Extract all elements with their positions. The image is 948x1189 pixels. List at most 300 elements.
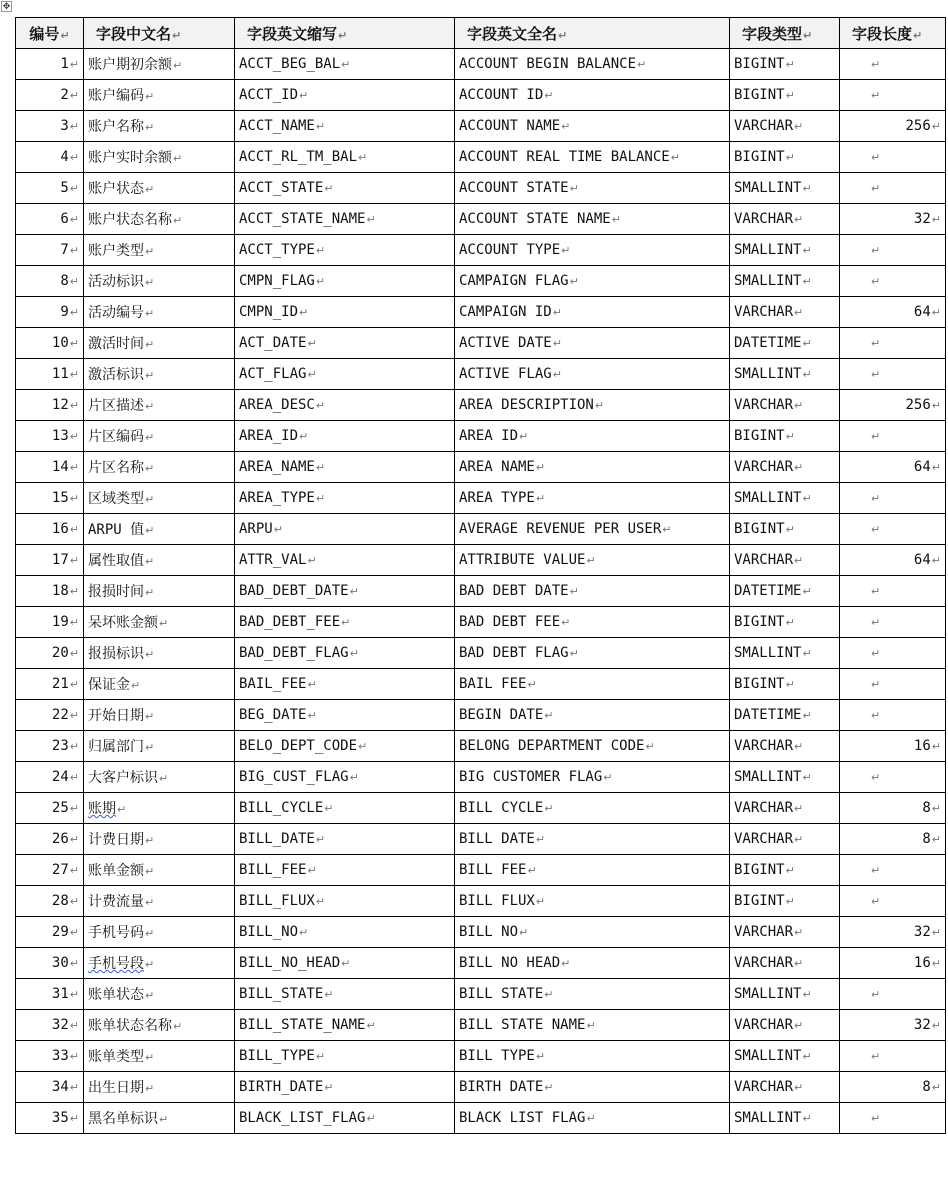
paragraph-mark-icon: ↵: [315, 244, 326, 257]
cell-field-length[interactable]: [840, 452, 946, 483]
cell-chinese-name[interactable]: [84, 886, 235, 917]
cell-english-full-name[interactable]: [455, 80, 730, 111]
cell-english-full-name[interactable]: [455, 452, 730, 483]
cell-chinese-name[interactable]: [84, 359, 235, 390]
header-cell-chinese-name[interactable]: 字段中文名↵: [84, 18, 235, 49]
cell-number-text: 26: [51, 831, 69, 847]
cell-field-length[interactable]: [840, 793, 946, 824]
paragraph-mark-icon: ↵: [586, 1019, 596, 1032]
cell-english-abbr[interactable]: [235, 80, 455, 111]
cell-chinese-name[interactable]: [84, 390, 235, 421]
cell-number[interactable]: [16, 359, 84, 390]
cell-field-length-text: 16: [913, 955, 931, 971]
cell-english-abbr[interactable]: [235, 669, 455, 700]
paragraph-mark-icon: ↵: [69, 120, 79, 133]
cell-chinese-name[interactable]: [84, 452, 235, 483]
cell-english-full-name[interactable]: [455, 1072, 730, 1103]
cell-number[interactable]: [16, 700, 84, 731]
cell-number[interactable]: [16, 390, 84, 421]
cell-field-length[interactable]: [840, 1103, 946, 1134]
cell-number-text: 22: [51, 707, 69, 723]
cell-chinese-name[interactable]: [84, 49, 235, 80]
cell-number[interactable]: [16, 762, 84, 793]
cell-english-full-name[interactable]: [455, 173, 730, 204]
cell-english-abbr[interactable]: [235, 793, 455, 824]
cell-chinese-name-text: 报损标识: [88, 646, 144, 662]
cell-english-abbr[interactable]: [235, 855, 455, 886]
paragraph-mark-icon: ↵: [871, 1050, 881, 1063]
cell-english-full-name[interactable]: [455, 855, 730, 886]
cell-english-abbr[interactable]: [235, 173, 455, 204]
cell-field-type[interactable]: [730, 1041, 840, 1072]
paragraph-mark-icon: ↵: [871, 709, 881, 722]
cell-field-type[interactable]: [730, 948, 840, 979]
cell-chinese-name[interactable]: [84, 421, 235, 452]
paragraph-mark-icon: ↵: [794, 461, 804, 474]
cell-field-type[interactable]: [730, 359, 840, 390]
cell-number[interactable]: [16, 142, 84, 173]
cell-number[interactable]: [16, 173, 84, 204]
cell-english-full-name[interactable]: [455, 142, 730, 173]
cell-field-length[interactable]: [840, 1010, 946, 1041]
cell-field-type[interactable]: [730, 173, 840, 204]
cell-number[interactable]: [16, 824, 84, 855]
cell-field-type[interactable]: [730, 49, 840, 80]
header-cell-english-full-name[interactable]: 字段英文全名↵: [455, 18, 730, 49]
cell-english-full-name[interactable]: [455, 979, 730, 1010]
cell-field-length[interactable]: [840, 514, 946, 545]
cell-english-abbr[interactable]: [235, 111, 455, 142]
cell-number[interactable]: [16, 793, 84, 824]
cell-english-abbr[interactable]: [235, 390, 455, 421]
paragraph-mark-icon: ↵: [117, 803, 127, 816]
cell-chinese-name[interactable]: [84, 669, 235, 700]
cell-english-full-name-text: BILL NO HEAD: [459, 955, 561, 971]
cell-number[interactable]: [16, 979, 84, 1010]
cell-field-length[interactable]: [840, 266, 946, 297]
paragraph-mark-icon: ↵: [871, 151, 881, 164]
cell-english-abbr[interactable]: [235, 328, 455, 359]
cell-number[interactable]: [16, 1010, 84, 1041]
cell-field-type[interactable]: [730, 669, 840, 700]
cell-field-type[interactable]: [730, 204, 840, 235]
cell-number[interactable]: [16, 545, 84, 576]
cell-field-type[interactable]: [730, 700, 840, 731]
paragraph-mark-icon: ↵: [145, 90, 155, 103]
cell-number-text: 3: [60, 118, 69, 134]
paragraph-mark-icon: ↵: [794, 306, 804, 319]
cell-field-length[interactable]: [840, 390, 946, 421]
cell-field-type-text: BIGINT: [734, 862, 785, 878]
cell-english-full-name[interactable]: [455, 762, 730, 793]
cell-chinese-name[interactable]: [84, 173, 235, 204]
cell-chinese-name[interactable]: [84, 80, 235, 111]
cell-field-length[interactable]: [840, 607, 946, 638]
cell-field-length[interactable]: [840, 979, 946, 1010]
cell-number-text: 21: [51, 676, 69, 692]
cell-english-abbr[interactable]: [235, 731, 455, 762]
cell-english-abbr[interactable]: [235, 235, 455, 266]
cell-english-abbr-text: AREA_ID: [239, 428, 299, 444]
cell-field-type[interactable]: [730, 514, 840, 545]
cell-number[interactable]: [16, 111, 84, 142]
cell-english-full-name[interactable]: [455, 204, 730, 235]
cell-chinese-name[interactable]: [84, 514, 235, 545]
cell-number[interactable]: [16, 483, 84, 514]
cell-english-full-name[interactable]: [455, 483, 730, 514]
cell-english-full-name[interactable]: [455, 1041, 730, 1072]
cell-number[interactable]: [16, 855, 84, 886]
paragraph-mark-icon: ↵: [145, 896, 155, 909]
paragraph-mark-icon: ↵: [324, 988, 334, 1001]
cell-english-full-name[interactable]: [455, 266, 730, 297]
cell-number[interactable]: [16, 328, 84, 359]
cell-number[interactable]: [16, 421, 84, 452]
cell-field-length[interactable]: [840, 173, 946, 204]
cell-field-type[interactable]: [730, 1072, 840, 1103]
cell-field-type-text: BIGINT: [734, 893, 785, 909]
paragraph-mark-icon: ↵: [315, 492, 326, 505]
cell-number[interactable]: [16, 204, 84, 235]
paragraph-mark-icon: ↵: [561, 957, 571, 970]
cell-number[interactable]: [16, 607, 84, 638]
cell-chinese-name[interactable]: [84, 855, 235, 886]
cell-chinese-name[interactable]: [84, 1103, 235, 1134]
cell-field-type[interactable]: [730, 576, 840, 607]
cell-number[interactable]: [16, 1072, 84, 1103]
cell-field-type[interactable]: [730, 297, 840, 328]
cell-english-full-name-text: BLACK LIST FLAG: [459, 1110, 586, 1126]
cell-english-full-name[interactable]: [455, 49, 730, 80]
paragraph-mark-icon: ↵: [931, 461, 941, 474]
cell-english-abbr[interactable]: [235, 824, 455, 855]
cell-chinese-name[interactable]: [84, 204, 235, 235]
cell-field-length[interactable]: [840, 824, 946, 855]
cell-field-length[interactable]: [840, 328, 946, 359]
table-row: [16, 545, 946, 576]
cell-english-full-name[interactable]: [455, 669, 730, 700]
cell-chinese-name[interactable]: [84, 111, 235, 142]
cell-english-abbr[interactable]: [235, 421, 455, 452]
cell-field-type[interactable]: [730, 142, 840, 173]
paragraph-mark-icon: ↵: [315, 399, 326, 412]
cell-number[interactable]: [16, 886, 84, 917]
cell-field-type-text: SMALLINT: [734, 1048, 802, 1064]
cell-field-type[interactable]: [730, 824, 840, 855]
cell-english-abbr-text: BAD_DEBT_FEE: [239, 614, 341, 630]
cell-chinese-name[interactable]: [84, 793, 235, 824]
cell-field-length[interactable]: [840, 886, 946, 917]
cell-english-abbr[interactable]: [235, 297, 455, 328]
header-cell-english-abbr[interactable]: 字段英文缩写↵: [235, 18, 455, 49]
cell-field-type[interactable]: [730, 545, 840, 576]
cell-chinese-name[interactable]: [84, 638, 235, 669]
cell-chinese-name[interactable]: [84, 576, 235, 607]
cell-field-length[interactable]: [840, 669, 946, 700]
paragraph-mark-icon: ↵: [69, 740, 79, 753]
cell-english-full-name[interactable]: [455, 607, 730, 638]
cell-english-abbr[interactable]: [235, 452, 455, 483]
cell-english-full-name[interactable]: [455, 948, 730, 979]
cell-field-type[interactable]: [730, 886, 840, 917]
cell-english-full-name[interactable]: [455, 545, 730, 576]
paragraph-mark-icon: ↵: [315, 895, 326, 908]
header-cell-field-length[interactable]: 字段长度↵: [840, 18, 946, 49]
cell-number[interactable]: [16, 452, 84, 483]
cell-number-text: 5: [60, 180, 69, 196]
cell-field-type[interactable]: [730, 1103, 840, 1134]
paragraph-mark-icon: ↵: [871, 585, 881, 598]
cell-english-abbr[interactable]: [235, 545, 455, 576]
paragraph-mark-icon: ↵: [871, 678, 881, 691]
cell-english-abbr[interactable]: [235, 607, 455, 638]
cell-field-type[interactable]: [730, 731, 840, 762]
cell-field-type[interactable]: [730, 762, 840, 793]
cell-field-length[interactable]: [840, 359, 946, 390]
cell-chinese-name-text: 账户状态名称: [88, 212, 172, 228]
paragraph-mark-icon: ↵: [645, 740, 655, 753]
cell-chinese-name[interactable]: [84, 266, 235, 297]
cell-chinese-name-text: 片区编码: [88, 429, 144, 445]
cell-english-abbr[interactable]: [235, 700, 455, 731]
cell-field-type[interactable]: [730, 483, 840, 514]
paragraph-mark-icon: ↵: [544, 709, 554, 722]
cell-field-length[interactable]: [840, 142, 946, 173]
cell-english-abbr[interactable]: [235, 886, 455, 917]
paragraph-mark-icon: ↵: [785, 89, 795, 102]
cell-field-length[interactable]: [840, 917, 946, 948]
cell-english-full-name[interactable]: [455, 638, 730, 669]
cell-number-text: 9: [60, 304, 69, 320]
cell-field-length[interactable]: [840, 731, 946, 762]
cell-chinese-name-text: 计费日期: [88, 832, 144, 848]
cell-field-length[interactable]: [840, 49, 946, 80]
cell-number[interactable]: [16, 917, 84, 948]
cell-field-type[interactable]: [730, 638, 840, 669]
paragraph-mark-icon: ↵: [69, 430, 79, 443]
cell-english-abbr-text: CMPN_ID: [239, 304, 299, 320]
cell-number[interactable]: [16, 669, 84, 700]
cell-field-length[interactable]: [840, 576, 946, 607]
table-row: [16, 483, 946, 514]
cell-chinese-name[interactable]: [84, 824, 235, 855]
cell-field-length[interactable]: [840, 80, 946, 111]
cell-chinese-name-text: 出生日期: [88, 1080, 144, 1096]
cell-english-abbr[interactable]: [235, 266, 455, 297]
cell-field-type[interactable]: [730, 111, 840, 142]
cell-english-full-name[interactable]: [455, 421, 730, 452]
cell-english-abbr[interactable]: [235, 1041, 455, 1072]
cell-number[interactable]: [16, 1041, 84, 1072]
cell-chinese-name[interactable]: [84, 297, 235, 328]
cell-field-type[interactable]: [730, 80, 840, 111]
paragraph-mark-icon: ↵: [871, 523, 881, 536]
cell-english-full-name[interactable]: [455, 1010, 730, 1041]
cell-number[interactable]: [16, 514, 84, 545]
cell-number[interactable]: [16, 266, 84, 297]
cell-english-abbr[interactable]: [235, 576, 455, 607]
cell-english-full-name[interactable]: [455, 793, 730, 824]
cell-field-length[interactable]: [840, 948, 946, 979]
cell-field-type[interactable]: [730, 855, 840, 886]
cell-number-text: 19: [51, 614, 69, 630]
cell-english-abbr[interactable]: [235, 948, 455, 979]
cell-chinese-name[interactable]: [84, 1041, 235, 1072]
cell-english-abbr[interactable]: [235, 1010, 455, 1041]
paragraph-mark-icon: ↵: [69, 864, 79, 877]
cell-english-full-name-text: BILL FLUX: [459, 893, 535, 909]
paragraph-mark-icon: ↵: [69, 244, 79, 257]
cell-field-type[interactable]: [730, 917, 840, 948]
cell-chinese-name[interactable]: [84, 545, 235, 576]
cell-number[interactable]: [16, 948, 84, 979]
cell-number[interactable]: [16, 235, 84, 266]
table-row: [16, 669, 946, 700]
cell-chinese-name[interactable]: [84, 1072, 235, 1103]
cell-chinese-name[interactable]: [84, 762, 235, 793]
cell-english-full-name[interactable]: [455, 1103, 730, 1134]
cell-english-full-name[interactable]: [455, 917, 730, 948]
cell-field-type[interactable]: [730, 235, 840, 266]
cell-field-type[interactable]: [730, 421, 840, 452]
paragraph-mark-icon: ↵: [519, 926, 529, 939]
table-row: [16, 1010, 946, 1041]
paragraph-mark-icon: ↵: [69, 554, 79, 567]
cell-english-abbr-text: BILL_STATE_NAME: [239, 1017, 366, 1033]
cell-field-type[interactable]: [730, 607, 840, 638]
cell-number[interactable]: [16, 731, 84, 762]
paragraph-mark-icon: ↵: [69, 585, 79, 598]
cell-english-full-name[interactable]: [455, 576, 730, 607]
cell-number[interactable]: [16, 80, 84, 111]
table-header-row: [16, 18, 946, 49]
paragraph-mark-icon: ↵: [535, 1050, 546, 1063]
cell-english-abbr[interactable]: [235, 1072, 455, 1103]
cell-field-type[interactable]: [730, 266, 840, 297]
cell-chinese-name[interactable]: [84, 731, 235, 762]
cell-field-length[interactable]: [840, 1072, 946, 1103]
cell-english-full-name[interactable]: [455, 235, 730, 266]
cell-english-full-name[interactable]: [455, 297, 730, 328]
cell-field-type-text: SMALLINT: [734, 273, 802, 289]
cell-english-abbr[interactable]: [235, 49, 455, 80]
paragraph-mark-icon: ↵: [69, 1050, 79, 1063]
cell-field-length[interactable]: [840, 111, 946, 142]
paragraph-mark-icon: ↵: [145, 245, 155, 258]
paragraph-mark-icon: ↵: [586, 1112, 596, 1125]
cell-number[interactable]: [16, 1103, 84, 1134]
cell-english-full-name[interactable]: [455, 886, 730, 917]
paragraph-mark-icon: ↵: [69, 368, 79, 381]
cell-chinese-name[interactable]: [84, 979, 235, 1010]
table-move-handle-icon[interactable]: ✥: [2, 2, 11, 12]
cell-field-length[interactable]: [840, 235, 946, 266]
cell-english-abbr[interactable]: [235, 204, 455, 235]
cell-field-length[interactable]: [840, 762, 946, 793]
cell-english-full-name-text: ACCOUNT ID: [459, 87, 544, 103]
cell-number[interactable]: [16, 49, 84, 80]
cell-field-length[interactable]: [840, 545, 946, 576]
cell-english-abbr[interactable]: [235, 1103, 455, 1134]
cell-field-type[interactable]: [730, 452, 840, 483]
cell-chinese-name[interactable]: [84, 1010, 235, 1041]
cell-english-full-name[interactable]: [455, 731, 730, 762]
cell-english-abbr[interactable]: [235, 483, 455, 514]
cell-english-full-name[interactable]: [455, 700, 730, 731]
paragraph-mark-icon: ↵: [594, 399, 605, 412]
cell-field-length[interactable]: [840, 421, 946, 452]
cell-english-full-name[interactable]: [455, 328, 730, 359]
cell-english-abbr[interactable]: [235, 514, 455, 545]
paragraph-mark-icon: ↵: [366, 213, 376, 226]
paragraph-mark-icon: ↵: [569, 275, 579, 288]
cell-english-full-name[interactable]: [455, 824, 730, 855]
cell-field-type[interactable]: [730, 979, 840, 1010]
cell-chinese-name-text: 账户状态: [88, 181, 144, 197]
cell-chinese-name[interactable]: [84, 483, 235, 514]
cell-english-full-name[interactable]: [455, 359, 730, 390]
paragraph-mark-icon: ↵: [552, 337, 562, 350]
cell-number-text: 34: [51, 1079, 69, 1095]
paragraph-mark-icon: ↵: [366, 1112, 376, 1125]
cell-field-type[interactable]: [730, 328, 840, 359]
cell-chinese-name[interactable]: [84, 917, 235, 948]
paragraph-mark-icon: ↵: [69, 926, 79, 939]
cell-english-abbr[interactable]: [235, 359, 455, 390]
cell-chinese-name[interactable]: [84, 948, 235, 979]
paragraph-mark-icon: ↵: [670, 151, 680, 164]
cell-chinese-name[interactable]: [84, 142, 235, 173]
cell-chinese-name[interactable]: [84, 607, 235, 638]
cell-field-length[interactable]: [840, 700, 946, 731]
header-cell-number[interactable]: 编号↵: [16, 18, 84, 49]
cell-field-type[interactable]: [730, 1010, 840, 1041]
cell-chinese-name[interactable]: [84, 235, 235, 266]
table-row: [16, 638, 946, 669]
cell-english-abbr[interactable]: [235, 142, 455, 173]
cell-chinese-name[interactable]: [84, 700, 235, 731]
paragraph-mark-icon: ↵: [69, 957, 79, 970]
cell-english-full-name[interactable]: [455, 111, 730, 142]
cell-number-text: 28: [51, 893, 69, 909]
cell-english-abbr[interactable]: [235, 917, 455, 948]
cell-field-length[interactable]: [840, 855, 946, 886]
cell-number[interactable]: [16, 576, 84, 607]
cell-number[interactable]: [16, 638, 84, 669]
cell-field-length[interactable]: [840, 297, 946, 328]
header-cell-field-type[interactable]: 字段类型↵: [730, 18, 840, 49]
cell-number-text: 4: [60, 149, 69, 165]
cell-field-type[interactable]: [730, 793, 840, 824]
paragraph-mark-icon: ↵: [145, 431, 155, 444]
cell-english-abbr[interactable]: [235, 979, 455, 1010]
cell-field-length[interactable]: [840, 1041, 946, 1072]
cell-field-length[interactable]: [840, 638, 946, 669]
cell-number[interactable]: [16, 297, 84, 328]
cell-english-abbr[interactable]: [235, 762, 455, 793]
cell-field-length-text: 32: [913, 924, 931, 940]
cell-english-abbr[interactable]: [235, 638, 455, 669]
cell-field-length[interactable]: [840, 483, 946, 514]
paragraph-mark-icon: ↵: [931, 306, 941, 319]
cell-field-length[interactable]: [840, 204, 946, 235]
cell-english-full-name-text: AVERAGE REVENUE PER USER: [459, 521, 662, 537]
paragraph-mark-icon: ↵: [69, 182, 79, 195]
cell-field-type[interactable]: [730, 390, 840, 421]
cell-chinese-name[interactable]: [84, 328, 235, 359]
cell-english-full-name[interactable]: [455, 514, 730, 545]
cell-english-full-name[interactable]: [455, 390, 730, 421]
